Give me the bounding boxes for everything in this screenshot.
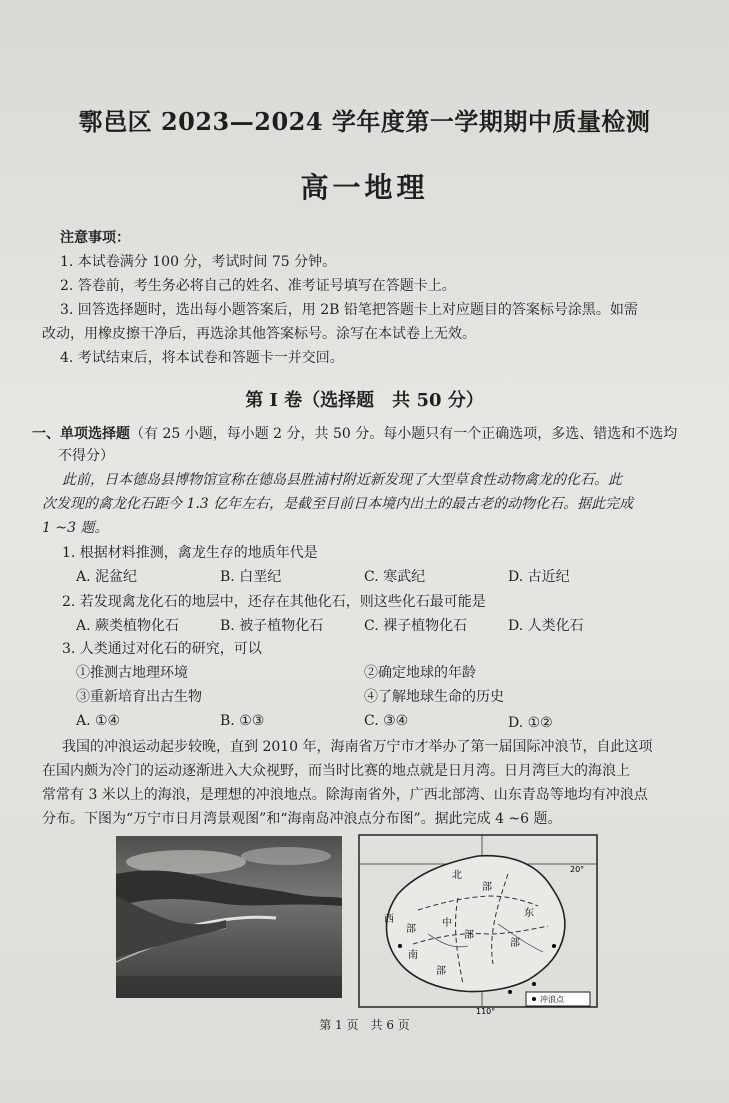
map-region-label: 西 [384,914,394,925]
option: B. 被子植物化石 [220,618,324,634]
notice-item: 3. 回答选择题时，选出每小题答案后，用 2B 铅笔把答题卡上对应题目的答案标号涂黑。如需 [60,302,638,318]
part-heading [32,423,677,445]
part-instruction: （有 25 小题，每小题 2 分，共 50 分。每小题只有一个正确选项，多选、错选和不选均 [130,426,678,442]
bay-landscape-photo [116,836,342,998]
option: A. 泥盆纪 [76,569,138,585]
option: A. ①④ [76,713,121,729]
surf-point-legend-icon [532,997,536,1001]
exam-subject: 高一地理 [300,171,429,204]
option: C. 寒武纪 [364,569,426,585]
passage-line: 此前，日本德岛县博物馆宣称在德岛县胜浦村附近新发现了大型草食性动物禽龙的化石。此 [62,472,622,488]
notice-item: 改动，用橡皮擦干净后，再选涂其他答案标号。涂写在本试卷上无效。 [42,326,476,342]
option: D. 古近纪 [508,569,570,585]
map-region-label: 部 [510,938,520,949]
map-region-label: 部 [482,882,492,893]
passage-line: 在国内颇为冷门的运动逐渐进入大众视野，而当时比赛的地点就是日月湾。日月湾巨大的海浪上 [42,763,630,779]
option: C. 裸子植物化石 [364,618,468,634]
passage-line: 1 ~3 题。 [42,520,109,536]
map-region-label: 部 [464,930,474,941]
map-region-label: 南 [408,950,418,961]
longitude-label: 110° [476,1007,496,1014]
page-footer: 第 1 页 共 6 页 [319,1018,410,1032]
part-heading-label: 一、单项选择题 [32,426,130,442]
part-instruction-cont: 不得分） [58,448,114,464]
passage-line: 次发现的禽龙化石距今 1.3 亿年左右，是截至目前日本境内出土的最古老的动物化石。据此完成 [42,496,634,512]
map-region-label: 部 [406,924,416,935]
notice-heading: 注意事项： [60,230,130,246]
map-region-label: 北 [452,870,462,881]
passage-line: 分布。下图为“万宁市日月湾景观图”和“海南岛冲浪点分布图”。据此完成 4 ~6 题。 [42,811,562,827]
notice-item: 4. 考试结束后，将本试卷和答题卡一并交回。 [60,350,344,366]
section-title: 第 I 卷（选择题 共 50 分） [245,390,484,411]
notice-item: 1. 本试卷满分 100 分，考试时间 75 分钟。 [60,254,337,270]
option: B. ①③ [220,713,265,729]
statement: ①推测古地理环境 [76,665,188,681]
hainan-surf-map [358,834,598,1014]
option: B. 白垩纪 [220,569,282,585]
passage-line: 常常有 3 米以上的海浪，是理想的冲浪地点。除海南省外，广西北部湾、山东青岛等地均有冲浪点 [42,787,648,803]
map-legend-label: 冲浪点 [540,995,564,1004]
map-region-label: 部 [436,966,446,977]
exam-title: 鄠邑区 2023—2024 学年度第一学期期中质量检测 [78,107,651,136]
passage-line: 我国的冲浪运动起步较晚，直到 2010 年，海南省万宁市才举办了第一届国际冲浪节，自此这项 [62,739,653,755]
question-stem: 1. 根据材料推测，禽龙生存的地质年代是 [62,545,318,561]
question-stem: 2. 若发现禽龙化石的地层中，还存在其他化石，则这些化石最可能是 [62,594,486,610]
option: A. 蕨类植物化石 [76,618,180,634]
option: C. ③④ [364,713,409,729]
option: D. 人类化石 [508,618,584,634]
map-region-label: 东 [524,908,534,919]
option: D. ①② [508,715,553,731]
statement: ④了解地球生命的历史 [364,689,504,705]
map-region-label: 中 [442,918,452,929]
notice-item: 2. 答卷前，考生务必将自己的姓名、准考证号填写在答题卡上。 [60,278,456,294]
statement: ②确定地球的年龄 [364,665,476,681]
question-stem: 3. 人类通过对化石的研究，可以 [62,641,262,657]
latitude-label: 20° [570,865,585,874]
statement: ③重新培育出古生物 [76,689,202,705]
